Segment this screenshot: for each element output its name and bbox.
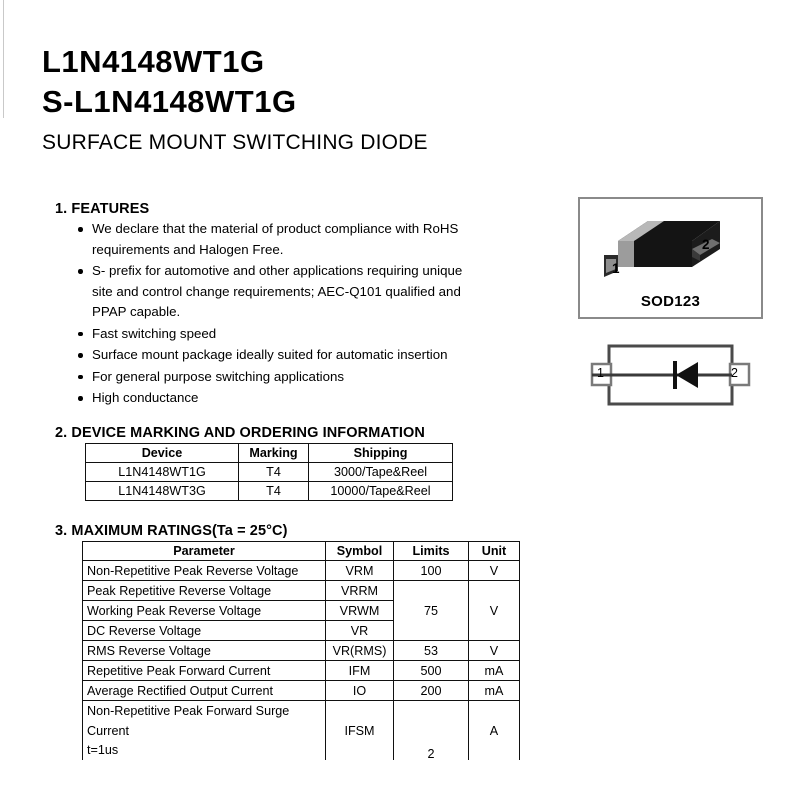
part-number-primary: L1N4148WT1G [42, 44, 265, 79]
package-pin-2-label: 2 [702, 237, 710, 252]
cell-unit: mA [469, 681, 520, 701]
cell-limits: 53 [394, 641, 469, 661]
feature-text: High conductance [92, 390, 199, 405]
cell-symbol: IFSM [326, 701, 394, 763]
feature-text: Surface mount package ideally suited for automatic insertion [92, 347, 448, 362]
symbol-pin-1-label: 1 [597, 366, 604, 380]
cell-limits: 200 [394, 681, 469, 701]
column-header-unit: Unit [469, 542, 520, 561]
table-row [86, 463, 453, 482]
cell-limits-merged: 75 [394, 581, 469, 641]
cell-symbol: VR(RMS) [326, 641, 394, 661]
cell-parameter: RMS Reverse Voltage [83, 641, 326, 661]
feature-text: For general purpose switching applications [92, 368, 345, 384]
table-row [83, 661, 520, 681]
column-header-shipping: Shipping [309, 444, 453, 463]
cell-symbol: IO [326, 681, 394, 701]
schematic-symbol-box [578, 342, 763, 408]
cell-device: L1N4148WT3G [86, 482, 239, 501]
table-row [83, 681, 520, 701]
cell-parameter: Non-Repetitive Peak Reverse Voltage [83, 561, 326, 581]
list-item [76, 345, 476, 366]
bullet-icon [78, 396, 83, 401]
table-header-row [86, 444, 453, 463]
list-item [76, 219, 476, 260]
feature-text: Fast switching speed [92, 325, 217, 341]
table-row [83, 581, 520, 601]
cell-unit: mA [469, 661, 520, 681]
table-row [83, 561, 520, 581]
part-number-secondary: S-L1N4148WT1G [42, 84, 297, 119]
cell-limits: 2 [394, 701, 469, 763]
table-header-row [83, 542, 520, 561]
marking-heading: 2. DEVICE MARKING AND ORDERING INFORMATION [55, 425, 425, 441]
maximum-ratings-table [82, 541, 520, 763]
sod123-package-icon [580, 199, 765, 291]
cell-shipping: 10000/Tape&Reel [309, 482, 453, 501]
feature-text: We declare that the material of product compliance with RoHS requirements and Halogen Free. [92, 221, 459, 257]
features-list [76, 219, 476, 410]
cell-symbol: VRM [326, 561, 394, 581]
table-row [86, 482, 453, 501]
cell-marking: T4 [239, 463, 309, 482]
feature-text: S- prefix for automotive and other applications requiring unique site and control change requirements; AEC-Q101 qualified and PPAP capable. [92, 263, 463, 319]
cell-unit: A [469, 701, 520, 763]
bullet-icon [78, 269, 83, 274]
scan-edge-artifact [3, 0, 4, 118]
table-row [83, 701, 520, 763]
column-header-device: Device [86, 444, 239, 463]
cell-shipping: 3000/Tape&Reel [309, 463, 453, 482]
column-header-parameter: Parameter [83, 542, 326, 561]
package-illustration-box [578, 197, 763, 319]
cell-symbol: VR [326, 621, 394, 641]
document-subtitle: SURFACE MOUNT SWITCHING DIODE [42, 131, 428, 154]
device-marking-table [85, 443, 453, 501]
cell-symbol: IFM [326, 661, 394, 681]
column-header-limits: Limits [394, 542, 469, 561]
cell-parameter: Working Peak Reverse Voltage [83, 601, 326, 621]
cell-parameter: Peak Repetitive Reverse Voltage [83, 581, 326, 601]
cell-parameter: Repetitive Peak Forward Current [83, 661, 326, 681]
list-item [76, 324, 476, 345]
features-heading: 1. FEATURES [55, 201, 150, 217]
cell-parameter: DC Reverse Voltage [83, 621, 326, 641]
column-header-symbol: Symbol [326, 542, 394, 561]
symbol-pin-2-label: 2 [731, 366, 738, 380]
bullet-icon [78, 353, 83, 358]
cell-unit-merged: V [469, 581, 520, 641]
cell-parameter: Average Rectified Output Current [83, 681, 326, 701]
cell-parameter [83, 701, 326, 763]
cell-unit: V [469, 641, 520, 661]
page-bottom-clip [0, 760, 800, 800]
cell-device: L1N4148WT1G [86, 463, 239, 482]
package-pin-1-label: 1 [612, 261, 620, 276]
cell-parameter-line1: Non-Repetitive Peak Forward Surge Current [87, 704, 290, 738]
list-item [76, 388, 476, 409]
list-item [76, 261, 476, 323]
cell-unit: V [469, 561, 520, 581]
bullet-icon [78, 375, 83, 380]
cell-limits: 500 [394, 661, 469, 681]
package-caption: SOD123 [640, 293, 701, 310]
bullet-icon [78, 332, 83, 337]
list-item [76, 367, 476, 388]
cell-symbol: VRRM [326, 581, 394, 601]
cell-symbol: VRWM [326, 601, 394, 621]
table-row [83, 641, 520, 661]
bullet-icon [78, 227, 83, 232]
cell-marking: T4 [239, 482, 309, 501]
ratings-heading: 3. MAXIMUM RATINGS(Ta = 25°C) [55, 523, 288, 539]
column-header-marking: Marking [239, 444, 309, 463]
cell-parameter-line2: t=1us [87, 743, 119, 757]
document-title-block [42, 42, 428, 158]
cell-limits: 100 [394, 561, 469, 581]
